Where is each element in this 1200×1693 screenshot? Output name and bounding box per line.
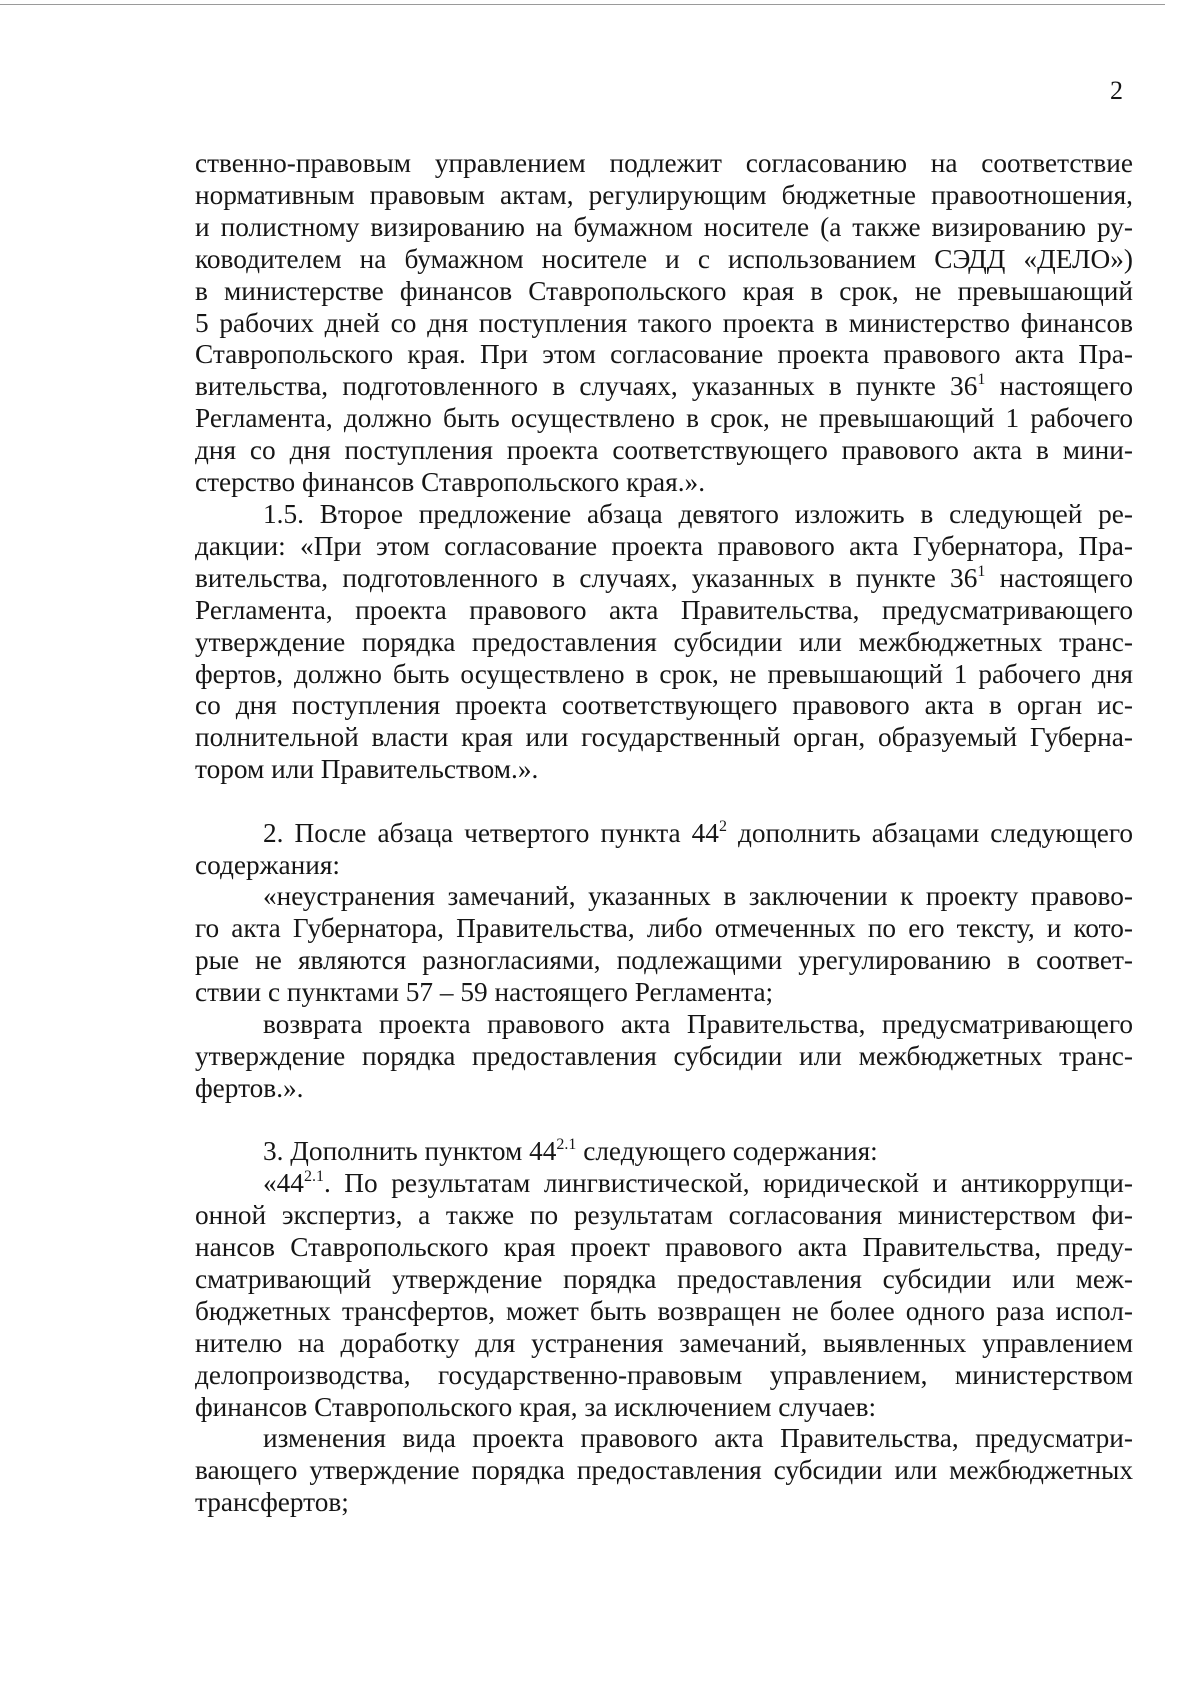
text-line xyxy=(195,467,1133,499)
text-line-content: со дня поступления проекта соответствующего правового акта в орган ис- xyxy=(195,690,1133,721)
text-line xyxy=(195,1168,1133,1200)
text-line xyxy=(195,148,1133,180)
text-line-content: утверждение порядка предоставления субсидии или межбюджетных транс- xyxy=(195,626,1133,657)
text-line-content: сматривающий утверждение порядка предоставления субсидии или меж- xyxy=(195,1263,1133,1294)
text-line xyxy=(195,1041,1133,1073)
text-line-content: 1.5. Второе предложение абзаца девятого изложить в следующей ре- xyxy=(263,498,1133,529)
text-line xyxy=(195,1455,1133,1487)
text-line xyxy=(195,850,1133,882)
text-line-content: вительства, подготовленного в случаях, указанных в пункте 36 xyxy=(195,562,978,593)
text-line-continuation: настоящего xyxy=(985,371,1133,402)
text-line-content: «44 xyxy=(263,1168,304,1199)
superscript-index: 1 xyxy=(977,371,986,389)
text-line-content: тором или Правительством.». xyxy=(195,754,539,785)
superscript-index: 2.1 xyxy=(556,1136,577,1154)
text-line xyxy=(195,945,1133,977)
text-line-content: Регламента, должно быть осуществлено в срок, не превышающий 1 рабочего xyxy=(195,403,1133,434)
text-line-content: в министерстве финансов Ставропольского края в срок, не превышающий xyxy=(195,275,1133,306)
text-line xyxy=(195,308,1133,340)
text-line-content: дня со дня поступления проекта соответствующего правового акта в мини- xyxy=(195,435,1133,466)
text-line xyxy=(195,1200,1133,1232)
text-line-content: дакции: «При этом согласование проекта правового акта Губернатора, Пра- xyxy=(195,530,1133,561)
text-line xyxy=(195,563,1133,595)
document-body xyxy=(195,148,1133,1519)
text-line-continuation: . По результатам лингвистической, юридической и антикоррупци- xyxy=(323,1168,1133,1199)
text-line-content: фертов.». xyxy=(195,1072,304,1103)
text-line xyxy=(195,913,1133,945)
text-line xyxy=(195,818,1133,850)
text-line xyxy=(195,1073,1133,1105)
text-line-continuation: следующего содержания: xyxy=(576,1136,878,1167)
superscript-index: 1 xyxy=(977,562,986,580)
text-line xyxy=(195,754,1133,786)
text-line xyxy=(195,435,1133,467)
text-line xyxy=(195,1009,1133,1041)
text-line-content: нителю на доработку для устранения замечаний, выявленных управлением xyxy=(195,1327,1133,1358)
text-line xyxy=(195,180,1133,212)
text-line xyxy=(195,371,1133,403)
text-line xyxy=(195,595,1133,627)
text-line xyxy=(195,244,1133,276)
text-line-content: и полистному визированию на бумажном носителе (а также визированию ру- xyxy=(195,211,1133,242)
text-line-content: возврата проекта правового акта Правительства, предусматривающего xyxy=(263,1009,1133,1040)
text-line-content: трансфертов; xyxy=(195,1487,349,1518)
page-number: 2 xyxy=(1110,76,1123,105)
text-line xyxy=(195,881,1133,913)
text-line-content: онной экспертиз, а также по результатам согласования министерством фи- xyxy=(195,1200,1133,1231)
text-line xyxy=(195,659,1133,691)
text-line-content: нормативным правовым актам, регулирующим бюджетные правоотношения, xyxy=(195,179,1133,210)
text-line xyxy=(195,1232,1133,1264)
text-line xyxy=(195,339,1133,371)
text-line xyxy=(195,531,1133,563)
top-scan-edge-line xyxy=(0,4,1165,5)
text-line-content: Ставропольского края. При этом согласование проекта правового акта Пра- xyxy=(195,339,1133,370)
text-line-content: ственно-правовым управлением подлежит согласованию на соответствие xyxy=(195,148,1133,178)
text-line-continuation: дополнить абзацами следующего xyxy=(726,817,1133,848)
text-line xyxy=(195,690,1133,722)
text-line-content: утверждение порядка предоставления субсидии или межбюджетных транс- xyxy=(195,1040,1133,1071)
text-line-content: вающего утверждение порядка предоставления субсидии или межбюджетных xyxy=(195,1455,1133,1486)
text-line xyxy=(195,212,1133,244)
text-line xyxy=(195,977,1133,1009)
text-line-content: нансов Ставропольского края проект правового акта Правительства, преду- xyxy=(195,1232,1133,1262)
text-line-content: 5 рабочих дней со дня поступления такого проекта в министерство финансов xyxy=(195,307,1133,338)
text-line-content: Регламента, проекта правового акта Правительства, предусматривающего xyxy=(195,594,1133,625)
text-line xyxy=(195,1423,1133,1455)
text-line xyxy=(195,1264,1133,1296)
text-line-content: го акта Губернатора, Правительства, либо отмеченных по его тексту, и кото- xyxy=(195,913,1133,944)
text-line-content: 3. Дополнить пунктом 44 xyxy=(263,1136,557,1167)
text-line xyxy=(195,627,1133,659)
text-line xyxy=(195,276,1133,308)
text-line xyxy=(195,1487,1133,1519)
text-line-content: ствии с пунктами 57 – 59 настоящего Регламента; xyxy=(195,977,774,1008)
text-line-content: ководителем на бумажном носителе и с использованием СЭДД «ДЕЛО») xyxy=(195,243,1133,274)
superscript-index: 2 xyxy=(718,817,727,835)
text-line-content: делопроизводства, государственно-правовым управлением, министерством xyxy=(195,1359,1133,1390)
text-line-content: изменения вида проекта правового акта Правительства, предусматри- xyxy=(263,1423,1133,1454)
text-line-content: вительства, подготовленного в случаях, указанных в пункте 36 xyxy=(195,371,978,402)
text-line-continuation: настоящего xyxy=(985,562,1133,593)
text-line xyxy=(195,1392,1133,1424)
text-line xyxy=(195,499,1133,531)
text-line-content: финансов Ставропольского края, за исключением случаев: xyxy=(195,1391,877,1422)
text-line-content: рые не являются разногласиями, подлежащими урегулированию в соответ- xyxy=(195,945,1133,976)
text-line-content: 2. После абзаца четвертого пункта 44 xyxy=(263,817,719,848)
superscript-index: 2.1 xyxy=(303,1168,324,1186)
text-line-content: «неустранения замечаний, указанных в заключении к проекту правово- xyxy=(263,881,1133,912)
text-line xyxy=(195,1136,1133,1168)
text-line-content: стерство финансов Ставропольского края.». xyxy=(195,467,706,498)
text-line xyxy=(195,1328,1133,1360)
text-line xyxy=(195,722,1133,754)
text-line xyxy=(195,1296,1133,1328)
text-line-content: содержания: xyxy=(195,849,340,880)
text-line xyxy=(195,1360,1133,1392)
text-line-content: полнительной власти края или государственный орган, образуемый Губерна- xyxy=(195,722,1133,753)
text-line xyxy=(195,403,1133,435)
text-line-content: фертов, должно быть осуществлено в срок, не превышающий 1 рабочего дня xyxy=(195,658,1133,689)
text-line-content: бюджетных трансфертов, может быть возвращен не более одного раза испол- xyxy=(195,1295,1133,1326)
